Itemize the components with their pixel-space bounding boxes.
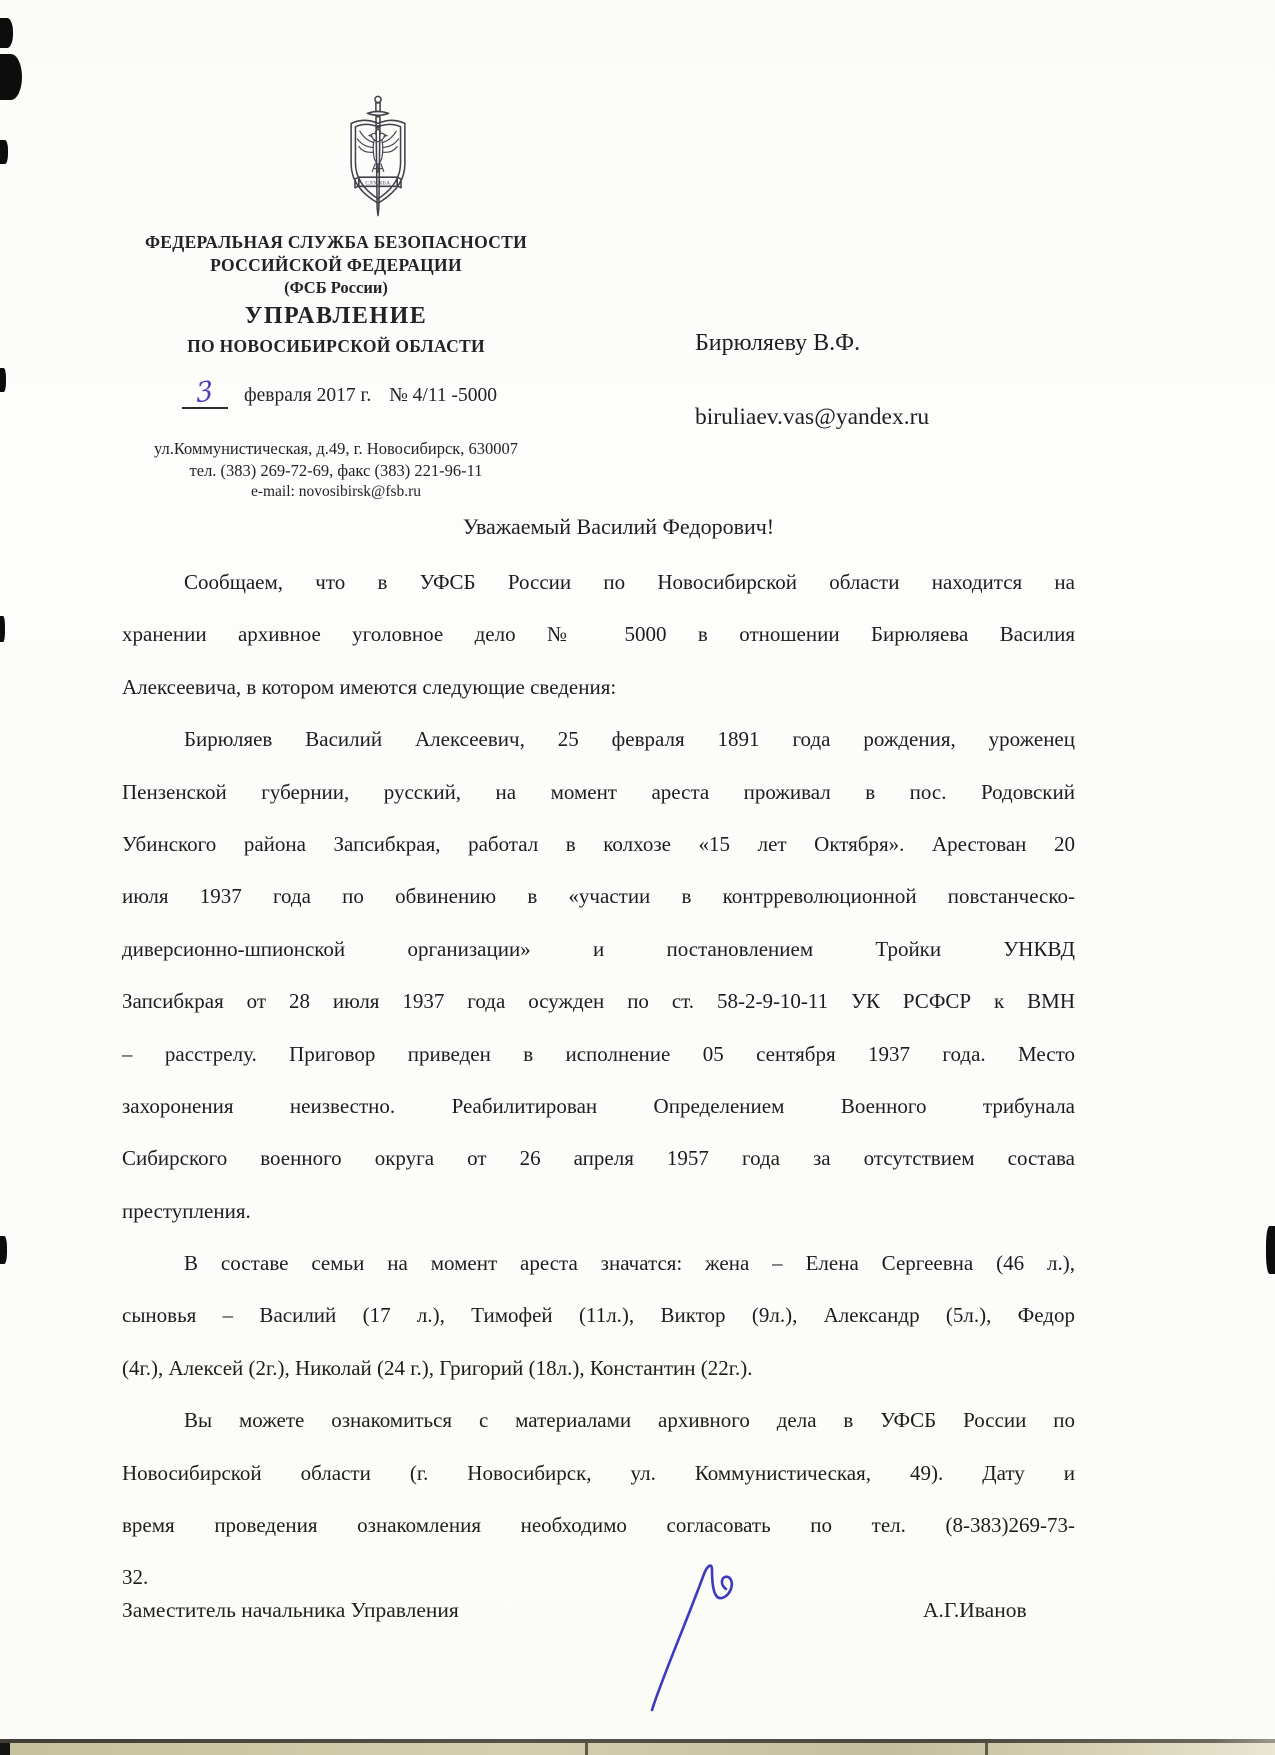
recipient-email: biruliaev.vas@yandex.ru — [695, 404, 930, 430]
handwritten-day: 3 — [195, 375, 215, 410]
document-number: № 4/11 -5000 — [389, 385, 497, 406]
handwritten-signature — [598, 1540, 798, 1720]
double-eagle-icon — [357, 126, 398, 173]
body-line: (4г.), Алексей (2г.), Николай (24 г.), Григорий (18л.), Константин (22г.). — [122, 1355, 753, 1380]
body-line: преступления. — [122, 1198, 251, 1223]
body-line: Сообщаем, что в УФСБ России по Новосибирской области находится на — [184, 570, 1075, 594]
body-paragraph — [122, 1237, 1075, 1394]
body-line: Запсибкрая от 28 июля 1937 года осужден по ст. 58-2-9-10-11 УК РСФСР к ВМН — [122, 989, 1075, 1014]
scan-bottom-strip — [0, 1743, 1275, 1755]
scan-artifact — [985, 1743, 988, 1755]
body-paragraph — [122, 556, 1075, 713]
scan-artifact — [0, 368, 6, 392]
scan-artifact — [0, 140, 8, 164]
division-title: УПРАВЛЕНИЕ — [244, 303, 428, 329]
date-number-row — [182, 375, 497, 410]
closing-signatory-name: А.Г.Иванов — [923, 1598, 1027, 1622]
body-paragraph — [122, 713, 1075, 1237]
letterhead-email: e-mail: novosibirsk@fsb.ru — [250, 483, 422, 500]
handwritten-day-field — [182, 375, 228, 410]
body-line: Вы можете ознакомиться с материалами архивного дела в УФСБ России по — [184, 1408, 1075, 1433]
salutation: Уважаемый Василий Федорович! — [462, 514, 775, 539]
scan-artifact — [1266, 1226, 1275, 1274]
body-line: сыновья – Василий (17 л.), Тимофей (11л.), Виктор (9л.), Александр (5л.), Федор — [122, 1303, 1075, 1328]
closing-title: Заместитель начальника Управления — [122, 1598, 459, 1622]
scan-artifact — [0, 54, 22, 100]
body-line: диверсионно-шпионской организации» и постановлением Тройки УНКВД — [122, 936, 1075, 961]
org-name-line1: ФЕДЕРАЛЬНАЯ СЛУЖБА БЕЗОПАСНОСТИ — [144, 232, 528, 252]
scan-artifact — [585, 1743, 588, 1755]
body-line: Убинского района Запсибкрая, работал в колхозе «15 лет Октября». Арестован 20 — [122, 831, 1075, 856]
body-line: время проведения ознакомления необходимо согласовать по тел. (8-383)269-73- — [122, 1513, 1075, 1538]
scan-artifact — [0, 18, 13, 48]
body-line: Сибирского военного округа от 26 апреля 1957 года за отсутствием состава — [122, 1146, 1075, 1171]
body-line: Алексеевича, в котором имеются следующие сведения: — [122, 674, 617, 699]
recipient-name: Бирюляеву В.Ф. — [695, 330, 861, 356]
org-name-line2: РОССИЙСКОЙ ФЕДЕРАЦИИ — [210, 255, 462, 275]
body-line: Бирюляев Василий Алексеевич, 25 февраля 1891 года рождения, уроженец — [184, 727, 1075, 752]
division-region: ПО НОВОСИБИРСКОЙ ОБЛАСТИ — [187, 336, 485, 356]
body-line: захоронения неизвестно. Реабилитирован Определением Военного трибунала — [122, 1093, 1075, 1118]
letterhead-phone-fax: тел. (383) 269-72-69, факс (383) 221-96-11 — [189, 461, 483, 480]
fsb-crest-icon — [330, 94, 426, 222]
body-line: Пензенской губернии, русский, на момент ареста проживал в пос. Родовский — [122, 779, 1075, 804]
letter-body — [122, 556, 1075, 1604]
body-line: хранении архивное уголовное дело № 5000 в отношении Бирюляева Василия — [122, 622, 1075, 647]
body-line: июля 1937 года по обвинению в «участии в контрреволюционной повстанческо- — [122, 884, 1075, 909]
scan-artifact — [0, 616, 5, 642]
date-text: февраля 2017 г. — [244, 385, 372, 406]
scan-artifact — [0, 1236, 7, 1264]
org-name-abbrev: (ФСБ России) — [284, 278, 388, 297]
body-line: 32. — [122, 1565, 149, 1590]
scan-artifact — [0, 1743, 10, 1755]
body-line: В составе семьи на момент ареста значатся: жена – Елена Сергеевна (46 л.), — [184, 1251, 1075, 1276]
letterhead-address: ул.Коммунистическая, д.49, г. Новосибирск, 630007 — [153, 439, 519, 458]
body-line: Новосибирской области (г. Новосибирск, ул. Коммунистическая, 49). Дату и — [122, 1460, 1075, 1485]
body-line: – расстрелу. Приговор приведен в исполнение 05 сентября 1937 года. Место — [122, 1041, 1075, 1066]
emblem-banner-text: СЛУЖБА — [365, 180, 391, 187]
